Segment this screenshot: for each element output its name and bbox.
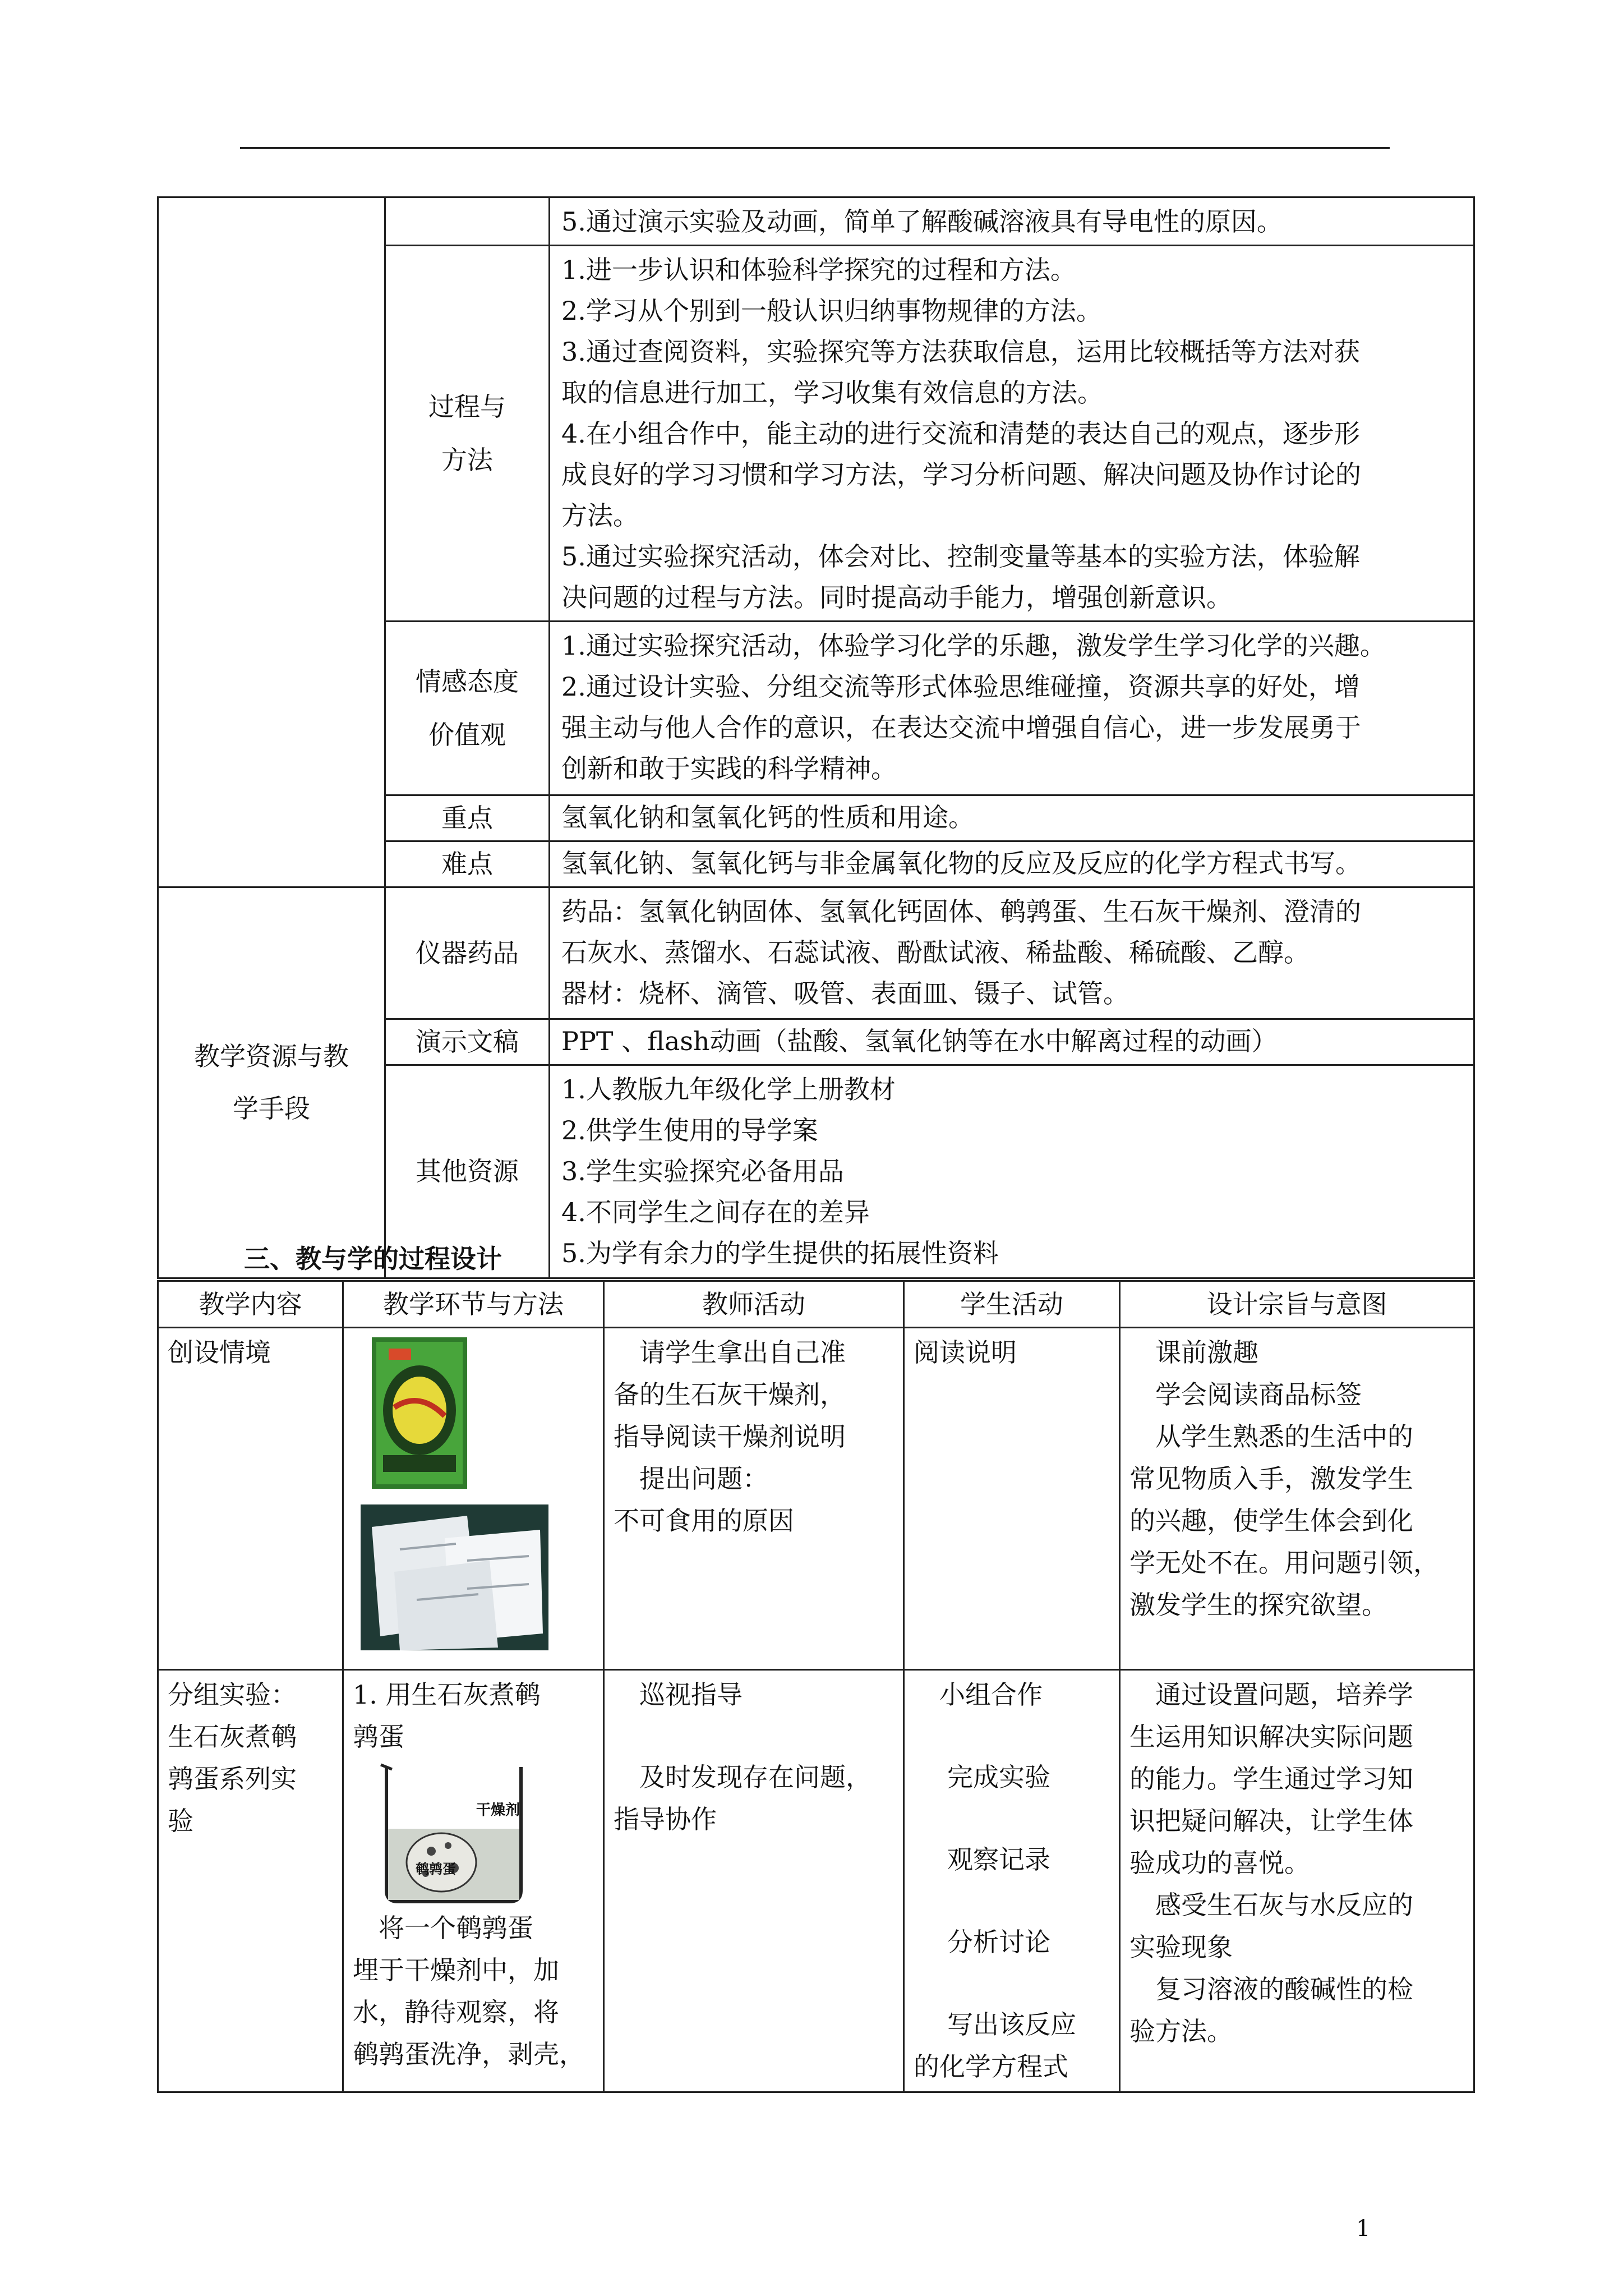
other-resources-items: 1.人教版九年级化学上册教材 2.供学生使用的导学案 3.学生实验探究必备用品 4.不同学生之间存在的差异 5.为学有余力的学生提供的拓展性资料 [550,1065,1474,1278]
desiccant-bags-image [361,1504,548,1650]
svg-text:鹌鹑蛋: 鹌鹑蛋 [416,1861,456,1877]
process-design-table [157,1280,1475,2093]
slides-text: PPT 、flash动画（盐酸、氢氧化钠等在水中解离过程的动画） [550,1019,1474,1065]
header-method: 教学环节与方法 [343,1281,604,1328]
table-header-row [158,1281,1474,1328]
header-student: 学生活动 [904,1281,1120,1328]
row2-purpose: 通过设置问题，培养学 生运用知识解决实际问题 的能力。学生通过学习知 识把疑问解决，让学生体 验成功的喜悦。 感受生石灰与水反应的 实验现象 复习溶液的酸碱性的检 验方法。 [1120,1670,1474,2092]
row2-content: 分组实验： 生石灰煮鹌 鹑蛋系列实 验 [158,1670,343,2092]
objectives-table [157,196,1475,1279]
difficulty-label: 难点 [385,841,550,887]
row2-student: 小组合作 完成实验 观察记录 分析讨论 写出该反应 的化学方程式 [904,1670,1120,2092]
table-row [158,1328,1474,1670]
knowledge-label-cell [385,197,550,246]
desiccant-packet-image [372,1337,467,1489]
header-rule [240,147,1390,149]
resources-label: 教学资源与教 学手段 [158,887,385,1278]
instruments-label: 仪器药品 [385,887,550,1019]
difficulty-text: 氢氧化钠、氢氧化钙与非金属氧化物的反应及反应的化学方程式书写。 [550,841,1474,887]
header-content: 教学内容 [158,1281,343,1328]
page-number: 1 [1356,2216,1371,2242]
beaker-diagram [375,1761,543,1907]
table-row [158,1670,1474,2092]
row2-teacher: 巡视指导 及时发现存在问题， 指导协作 [604,1670,904,2092]
row1-purpose: 课前激趣 学会阅读商品标签 从学生熟悉的生活中的 常见物质入手，激发学生 的兴趣，使学生体会到化 学无处不在。用问题引领， 激发学生的探究欲望。 [1120,1328,1474,1670]
key-point-text: 氢氧化钠和氢氧化钙的性质和用途。 [550,795,1474,841]
key-point-label: 重点 [385,795,550,841]
objectives-group-cell [158,197,385,887]
row1-teacher: 请学生拿出自己准 备的生石灰干燥剂， 指导阅读干燥剂说明 提出问题： 不可食用的原因 [604,1328,904,1670]
slides-label: 演示文稿 [385,1019,550,1065]
process-method-items: 1.进一步认识和体验科学探究的过程和方法。 2.学习从个别到一般认识归纳事物规律的方法。 3.通过查阅资料，实验探究等方法获取信息，运用比较概括等方法对获 取的信息进行加工，学习收集有效信息的方法。 4.在小组合作中，能主动的进行交流和清楚的表达自己的观点，逐步形 成良好的学习习惯和学习方法，学习分析问题、解决问题及协作讨论的 方法。 5.通过实验探究活动，体会对比、控制变量等基本的实验方法，体验解 决问题的过程与方法。同时提高动手能力，增强创新意识。 [550,246,1474,622]
header-teacher: 教师活动 [604,1281,904,1328]
row1-student: 阅读说明 [904,1328,1120,1670]
knowledge-item-5: 5.通过演示实验及动画，简单了解酸碱溶液具有导电性的原因。 [550,197,1474,246]
other-resources-label: 其他资源 [385,1065,550,1278]
row1-method [343,1328,604,1670]
section-title: 三、教与学的过程设计 [244,1244,502,1274]
svg-text:干燥剂: 干燥剂 [476,1802,520,1819]
header-purpose: 设计宗旨与意图 [1120,1281,1474,1328]
instruments-items: 药品：氢氧化钠固体、氢氧化钙固体、鹌鹑蛋、生石灰干燥剂、澄清的 石灰水、蒸馏水、石蕊试液、酚酞试液、稀盐酸、稀硫酸、乙醇。 器材：烧杯、滴管、吸管、表面皿、镊子、试管。 [550,887,1474,1019]
process-method-label: 过程与 方法 [385,246,550,622]
emotion-values-label: 情感态度 价值观 [385,622,550,795]
row2-method: 1. 用生石灰煮鹌 鹑蛋 干燥剂 鹌鹑蛋 将一个鹌鹑蛋 埋于干燥剂中，加 水，静待观察，将 鹌鹑蛋洗净，剥壳， [343,1670,604,2092]
emotion-values-items: 1.通过实验探究活动，体验学习化学的乐趣，激发学生学习化学的兴趣。 2.通过设计实验、分组交流等形式体验思维碰撞，资源共享的好处，增 强主动与他人合作的意识，在表达交流中增强自信心，进一步发展勇于 创新和敢于实践的科学精神。 [550,622,1474,795]
row1-content: 创设情境 [158,1328,343,1670]
